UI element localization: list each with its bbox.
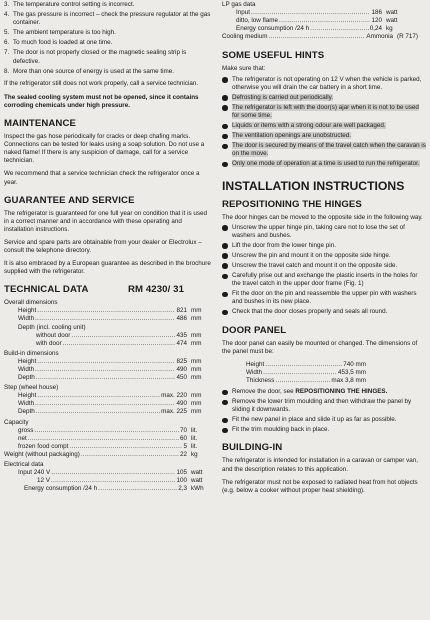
item-number: 5. (4, 29, 10, 37)
leader-dots (269, 33, 366, 41)
leader-dots (35, 366, 175, 374)
row-unit: mm (191, 331, 202, 339)
building-in-heading: BUILDING-IN (222, 442, 283, 454)
bullet-icon (222, 292, 228, 298)
building-in-paragraph: The refrigerator must not be exposed to radiated heat from hot objects (e.g. below a cooker without proper heat shielding). (222, 478, 418, 494)
step-text: Lift the door from the lower hinge pin. (232, 241, 336, 249)
row-unit: (R 717) (397, 33, 418, 41)
row-unit: mm (191, 315, 202, 323)
leader-dots (275, 377, 330, 385)
row-unit: mm (191, 392, 202, 400)
row-label: Thickness (246, 376, 275, 384)
leader-dots (310, 25, 369, 33)
step-text: Unscrew the travel catch and mount it on the opposite side. (232, 261, 398, 269)
row-unit: kg (386, 25, 393, 33)
guarantee-heading: GUARANTEE AND SERVICE (4, 194, 135, 206)
not-working-paragraph: If the refrigerator still does not work properly, call a service technician. (4, 79, 199, 87)
depth-rows (18, 332, 211, 348)
row-label: gross (18, 426, 34, 434)
bullet-icon (222, 134, 228, 140)
lp-gas-rows (222, 9, 406, 33)
hint-text: Defrosting is carried out periodically. (232, 93, 334, 101)
row-unit: mm (191, 408, 202, 416)
row-value: 821 (176, 307, 187, 315)
hint-item (222, 132, 426, 140)
data-row (18, 469, 211, 477)
step-text: Unscrew the upper hinge pin, taking care not to lose the set of washers and bushes. (232, 223, 405, 239)
row-unit: lit. (191, 442, 198, 450)
overall-dimensions (4, 307, 211, 347)
data-row (18, 366, 211, 374)
row-label: Height (18, 357, 37, 365)
row-label: Depth (18, 374, 35, 382)
leader-dots (51, 469, 175, 477)
hints-intro: Make sure that: (222, 65, 266, 73)
row-value: 5 (183, 442, 187, 450)
leader-dots (71, 332, 175, 340)
row-value: 186 (371, 9, 382, 17)
row-label: with door (36, 339, 62, 347)
row-unit: mm (191, 339, 202, 347)
row-unit: lit. (191, 434, 198, 442)
item-text: The door is not properly closed or the magnetic sealing strip is defective. (13, 49, 187, 65)
weight-row (4, 451, 211, 459)
row-label: Input (236, 9, 251, 17)
capacity-rows (4, 427, 211, 451)
technical-data-heading (4, 284, 184, 295)
row-value: 740 mm (343, 360, 366, 368)
row-label: Width (18, 400, 35, 408)
row-value: 486 (176, 315, 187, 323)
data-row (18, 477, 211, 485)
step-item (222, 272, 426, 288)
row-value: 105 (176, 469, 187, 477)
bullet-icon (222, 263, 228, 269)
item-number: 6. (4, 39, 10, 47)
row-value: 450 (176, 374, 187, 382)
row-unit: mm (191, 400, 202, 408)
data-row (18, 392, 211, 400)
row-label: ditto, low flame (236, 17, 278, 25)
list-item (4, 29, 211, 37)
leader-dots (251, 9, 370, 17)
step-item (222, 224, 426, 240)
leader-dots (36, 374, 176, 382)
row-unit: mm (191, 366, 202, 373)
bullet-icon (222, 77, 228, 83)
step-item (222, 388, 426, 396)
hint-item (222, 104, 426, 120)
row-value: 100 (176, 477, 187, 485)
row-unit: mm (191, 357, 202, 365)
leader-dots (35, 400, 175, 408)
row-value: 474 (176, 339, 187, 347)
leader-dots (36, 408, 160, 416)
door-panel-list (222, 388, 426, 434)
list-item (4, 68, 211, 76)
bullet-icon (222, 105, 228, 111)
leader-dots (35, 315, 175, 323)
step-text: Remove the lower trim moulding and then withdraw the panel by sliding it downwards. (232, 398, 412, 414)
row-unit: watt (191, 477, 203, 485)
step-text: Fit the new panel in place and slide it up as far as possible. (232, 416, 397, 424)
cooling-medium-row (222, 33, 418, 41)
row-value: 22 (179, 450, 187, 458)
data-row (236, 9, 406, 17)
data-row (246, 369, 366, 377)
data-row (18, 315, 211, 323)
item-text: To much food is loaded at one time. (13, 39, 113, 47)
overall-dimensions-label: Overall dimensions (4, 299, 58, 307)
hints-heading: SOME USEFUL HINTS (222, 50, 325, 62)
row-label: Width (18, 315, 35, 323)
data-row (18, 307, 211, 315)
row-value: 60 (179, 434, 187, 442)
item-text: The ambient temperature is too high. (13, 29, 116, 37)
item-number: 8. (4, 67, 10, 75)
row-unit: watt (386, 17, 398, 25)
hint-text: The refrigerator is not operating on 12 V when the vehicle is parked, otherwise you will drain the car battery in a short time. (232, 75, 422, 91)
left-column (4, 0, 211, 493)
step-label: Step (wheel house) (4, 384, 59, 392)
row-label: frozen food compt (18, 442, 69, 450)
data-row (236, 17, 406, 25)
item-text: More than one source of energy is used at the same time. (13, 67, 175, 75)
hinges-list (222, 224, 426, 317)
row-label: Energy consumption /24 h (236, 25, 310, 33)
data-row (18, 443, 211, 451)
bullet-icon (222, 225, 228, 231)
leader-dots (34, 427, 179, 435)
item-number: 7. (4, 49, 10, 57)
maintenance-heading: MAINTENANCE (4, 118, 76, 130)
row-value: 825 (176, 357, 187, 365)
data-row (18, 485, 211, 493)
hint-text: The refrigerator is left with the door(s) ajar when it is not to be used for some time. (232, 103, 419, 119)
step-dimensions (4, 392, 211, 416)
hint-text: The ventilation openings are unobstructed. (232, 132, 352, 140)
data-row (18, 374, 211, 382)
leader-dots (81, 451, 179, 459)
buildin-dimensions (4, 358, 211, 382)
hint-item (222, 142, 426, 158)
leader-dots (263, 369, 337, 377)
leader-dots (63, 340, 176, 348)
bullet-icon (222, 400, 228, 406)
guarantee-paragraph: The refrigerator is guaranteed for one full year on condition that it is used in a correct manner and in accordance with these operating and installation instructions. (4, 209, 208, 233)
step-text: Remove the door, see (232, 388, 296, 395)
data-row (18, 435, 211, 443)
step-text: Check that the door closes properly and seals all round. (232, 308, 388, 316)
maintenance-paragraph: We recommend that a service technician check the refrigerator once a year. (4, 170, 200, 186)
model-number: RM 4230/ 31 (127, 284, 184, 296)
item-text: The gas pressure is incorrect – check the pressure regulator at the gas container. (13, 11, 211, 27)
row-unit: kg (191, 450, 198, 458)
step-item (222, 262, 426, 270)
bullet-icon (222, 253, 228, 259)
row-label: Height (18, 392, 37, 400)
row-label: Width (18, 366, 35, 373)
data-row (18, 427, 211, 435)
step-item (222, 416, 426, 424)
row-unit: mm (191, 374, 202, 382)
leader-dots (28, 435, 179, 443)
data-row (246, 361, 366, 369)
leader-dots (69, 443, 182, 451)
door-panel-intro: The door panel can easily be mounted or changed. The dimensions of the panel must be: (222, 339, 418, 355)
row-value: max. 225 (161, 408, 187, 416)
hint-item (222, 122, 426, 130)
row-unit: mm (191, 307, 202, 315)
hinges-intro: The door hinges can be moved to the opposite side in the following way. (222, 213, 423, 221)
maintenance-paragraph: Inspect the gas hose periodically for cracks or deep chafing marks. Connections can be tested for leaks using a soap solution. Do not use a naked flame! If there is any suspicion of damage, call for a service technician. (4, 133, 205, 165)
row-label: 12 V (37, 477, 50, 485)
step-item (222, 242, 426, 250)
hint-text: The door is secured by means of the travel catch when the caravan is on the move. (232, 142, 426, 158)
data-row (36, 332, 211, 340)
row-label: Width (246, 368, 263, 376)
bullet-icon (222, 274, 228, 280)
capacity-label: Capacity (4, 418, 29, 426)
row-label: Weight (without packaging) (4, 450, 80, 458)
depth-label: Depth (incl. cooling unit) (18, 323, 86, 331)
leader-dots (51, 477, 176, 485)
item-text: The temperature control setting is incorrect. (13, 1, 135, 8)
row-label: net (18, 434, 27, 442)
row-label: Height (246, 360, 265, 368)
row-value: 70 (179, 426, 187, 434)
guarantee-paragraph: Service and spare parts are obtainable from your dealer or Electrolux – consult the telephone directory. (4, 238, 202, 254)
row-label: without door (36, 331, 71, 339)
leader-dots (265, 361, 342, 369)
row-unit: lit. (191, 426, 198, 434)
building-in-paragraph: The refrigerator is intended for installation in a caravan or camper van, and the description relates to this application. (222, 457, 419, 473)
row-value: max 3,8 mm (331, 376, 366, 384)
list-item (4, 49, 211, 65)
installation-heading: INSTALLATION INSTRUCTIONS (222, 178, 405, 193)
bullet-icon (222, 95, 228, 101)
cross-reference: REPOSITIONING THE HINGES. (295, 388, 388, 395)
warning-paragraph: The sealed cooling system must not be opened, since it contains corroding chemicals under high pressure. (4, 93, 199, 109)
leader-dots (37, 392, 160, 400)
hints-list (222, 76, 426, 169)
troubleshooting-list (4, 1, 211, 76)
bullet-icon (222, 390, 228, 396)
row-value: 490 (176, 366, 187, 373)
row-value: 490 (176, 400, 187, 408)
data-row (18, 408, 211, 416)
panel-dimensions (222, 361, 366, 385)
data-row (18, 400, 211, 408)
row-label: Input 240 V (18, 469, 51, 477)
hint-text: Only one mode of operation at a time is used to run the refrigerator. (232, 160, 420, 168)
row-unit: watt (191, 469, 203, 477)
leader-dots (279, 17, 370, 25)
bullet-icon (222, 310, 228, 316)
leader-dots (37, 307, 175, 315)
step-item (222, 290, 426, 306)
row-value: 120 (371, 17, 382, 25)
row-label: Depth (18, 408, 35, 416)
buildin-dimensions-label: Build-in dimensions (4, 349, 59, 357)
row-value: 2,3 (178, 485, 187, 493)
bullet-icon (222, 243, 228, 249)
step-text: Unscrew the pin and mount it on the opposite side hinge. (232, 251, 391, 259)
row-unit: watt (386, 9, 398, 17)
leader-dots (98, 485, 177, 493)
row-value: 453,5 mm (338, 368, 366, 376)
hint-item (222, 76, 426, 92)
list-item (4, 11, 211, 27)
bullet-icon (222, 162, 228, 168)
hint-text: Liquids or items with a strong odour are well packaged. (232, 122, 386, 130)
technical-data-title: TECHNICAL DATA (4, 284, 89, 296)
row-unit: kWh (191, 485, 204, 493)
row-label: Cooling medium (222, 33, 268, 41)
step-text: Carefully prise out and exchange the plastic inserts in the holes for the travel catch in the upper door frame (Fig. 1) (232, 272, 418, 288)
door-panel-heading: DOOR PANEL (222, 324, 287, 336)
data-row (36, 340, 211, 348)
row-value: 435 (176, 331, 187, 339)
leader-dots (37, 358, 175, 366)
hinges-heading: REPOSITIONING THE HINGES (222, 198, 362, 210)
hint-item (222, 160, 426, 168)
step-text: Fit the door on the pin and reassemble the upper pin with washers and bushes in its new place. (232, 290, 417, 306)
item-number: 3. (4, 1, 10, 8)
row-value: Ammonia (366, 33, 393, 41)
bullet-icon (222, 144, 228, 150)
data-row (246, 377, 366, 385)
lp-gas-label: LP gas data (222, 1, 256, 8)
electrical-rows (4, 469, 211, 493)
list-item (4, 39, 211, 47)
row-value: 0,24 (369, 25, 382, 33)
guarantee-paragraph: It is also embraced by a European guarantee as described in the brochure supplied with the refrigerator. (4, 260, 211, 276)
list-item (4, 1, 211, 9)
bullet-icon (222, 428, 228, 434)
step-item (222, 398, 426, 414)
step-item (222, 252, 426, 260)
step-text: Fit the trim moulding back in place. (232, 426, 330, 434)
step-item (222, 308, 426, 316)
bullet-icon (222, 124, 228, 130)
data-row (236, 25, 406, 33)
electrical-label: Electrical data (4, 461, 44, 469)
bullet-icon (222, 418, 228, 424)
hint-item (222, 94, 426, 102)
row-label: Energy consumption /24 h (24, 485, 98, 493)
data-row (18, 358, 211, 366)
step-item (222, 426, 426, 434)
item-number: 4. (4, 11, 10, 19)
row-value: max. 220 (161, 392, 187, 400)
row-label: Height (18, 307, 37, 315)
right-column (222, 0, 426, 500)
